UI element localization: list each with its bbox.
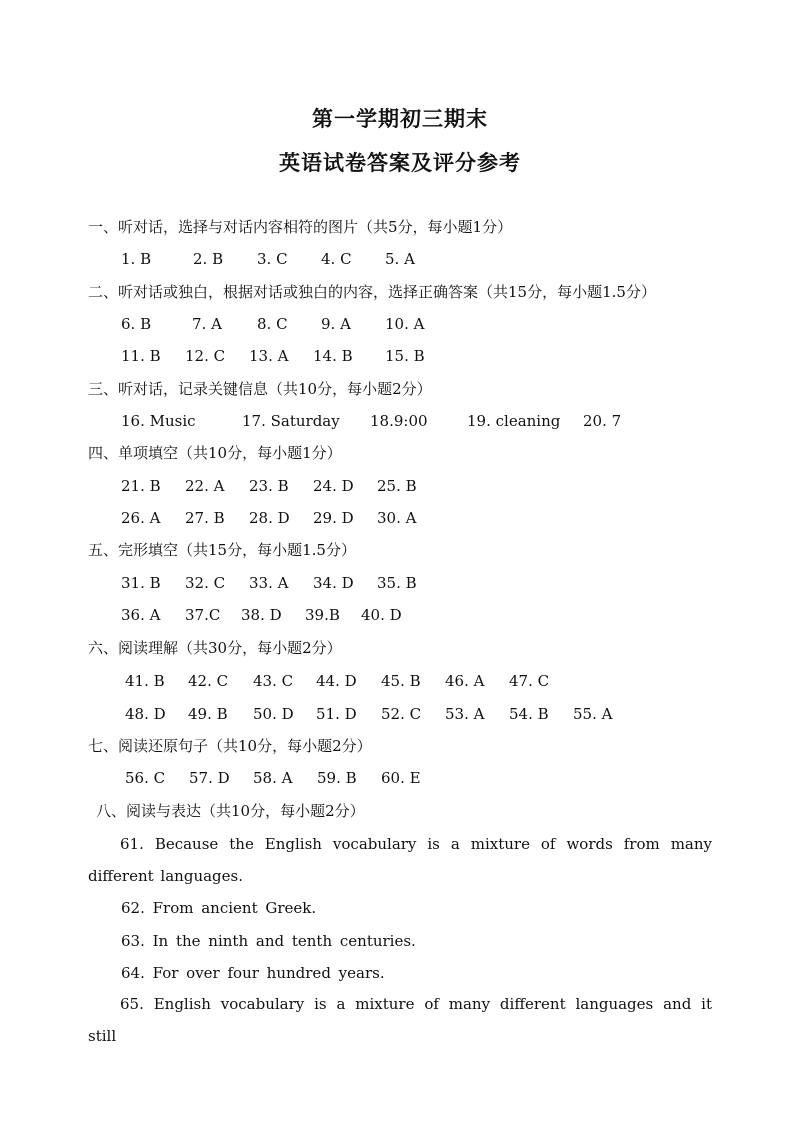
answer-item: 52. C xyxy=(381,705,422,723)
section-heading-3: 三、听对话，记录关键信息（共10分，每小题2分） xyxy=(88,380,432,398)
answer-item: 10. A xyxy=(385,315,425,333)
answer-row xyxy=(0,702,800,726)
answer-item: 51. D xyxy=(316,705,357,723)
answer-row xyxy=(0,409,800,433)
answer-item: 28. D xyxy=(249,509,290,527)
answer-item: 47. C xyxy=(509,672,550,690)
answer-item: 39.B xyxy=(305,606,340,624)
answer-item: 13. A xyxy=(249,347,289,365)
answer-item: 16. Music xyxy=(121,412,196,430)
answer-item: 4. C xyxy=(321,250,352,268)
answer-row xyxy=(0,571,800,595)
answer-item: 12. C xyxy=(185,347,226,365)
answer-item: 37.C xyxy=(185,606,221,624)
answer-item: 59. B xyxy=(317,769,357,787)
answer-row xyxy=(0,344,800,368)
answer-row xyxy=(0,669,800,693)
answer-item: 53. A xyxy=(445,705,485,723)
answer-row xyxy=(0,766,800,790)
answer-item: 38. D xyxy=(241,606,282,624)
answer-row xyxy=(0,506,800,530)
answer-item: 17. Saturday xyxy=(242,412,340,430)
answer-item: 24. D xyxy=(313,477,354,495)
answer-item: 19. cleaning xyxy=(467,412,561,430)
answer-item: 9. A xyxy=(321,315,351,333)
answer-item: 30. A xyxy=(377,509,417,527)
answer-item: 57. D xyxy=(189,769,230,787)
answer-item: 22. A xyxy=(185,477,225,495)
section-heading-6: 六、阅读理解（共30分，每小题2分） xyxy=(88,639,342,657)
answer-item: 8. C xyxy=(257,315,288,333)
answer-item: 7. A xyxy=(192,315,222,333)
answer-item: 15. B xyxy=(385,347,425,365)
answer-item: 14. B xyxy=(313,347,353,365)
answer-item: 18.9:00 xyxy=(370,412,428,430)
answer-item: 36. A xyxy=(121,606,161,624)
answer-row xyxy=(0,247,800,271)
answer-item: 58. A xyxy=(253,769,293,787)
section-heading-2: 二、听对话或独白，根据对话或独白的内容，选择正确答案（共15分，每小题1.5分） xyxy=(88,283,656,301)
answer-paragraph: 65. English vocabulary is a mixture of many different languages and it still xyxy=(88,995,712,1045)
answer-item: 45. B xyxy=(381,672,421,690)
section-heading-8: 八、阅读与表达（共10分，每小题2分） xyxy=(96,802,365,820)
answer-item: 60. E xyxy=(381,769,421,787)
answer-item: 42. C xyxy=(188,672,229,690)
answer-item: 35. B xyxy=(377,574,417,592)
section-heading-5: 五、完形填空（共15分，每小题1.5分） xyxy=(88,541,356,559)
section-heading-7: 七、阅读还原句子（共10分，每小题2分） xyxy=(88,737,372,755)
answer-item: 40. D xyxy=(361,606,402,624)
answer-item: 1. B xyxy=(121,250,152,268)
answer-item: 46. A xyxy=(445,672,485,690)
answer-paragraph: 61. Because the English vocabulary is a mixture of words from many different languages. xyxy=(88,835,712,885)
section-heading-4: 四、单项填空（共10分，每小题1分） xyxy=(88,444,342,462)
answer-item: 31. B xyxy=(121,574,161,592)
answer-sentence: 62. From ancient Greek. xyxy=(121,899,317,917)
answer-sentence: 63. In the ninth and tenth centuries. xyxy=(121,932,416,950)
page-subtitle: 英语试卷答案及评分参考 xyxy=(279,151,521,175)
answer-item: 25. B xyxy=(377,477,417,495)
answer-item: 23. B xyxy=(249,477,289,495)
answer-item: 20. 7 xyxy=(583,412,622,430)
section-heading-1: 一、听对话，选择与对话内容相符的图片（共5分，每小题1分） xyxy=(88,218,513,236)
answer-item: 43. C xyxy=(253,672,294,690)
answer-item: 11. B xyxy=(121,347,161,365)
answer-row xyxy=(0,603,800,627)
answer-item: 3. C xyxy=(257,250,288,268)
answer-item: 32. C xyxy=(185,574,226,592)
answer-row xyxy=(0,474,800,498)
answer-item: 6. B xyxy=(121,315,152,333)
answer-sentence: 64. For over four hundred years. xyxy=(121,964,385,982)
answer-item: 26. A xyxy=(121,509,161,527)
answer-item: 48. D xyxy=(125,705,166,723)
answer-item: 21. B xyxy=(121,477,161,495)
answer-item: 41. B xyxy=(125,672,165,690)
answer-row xyxy=(0,312,800,336)
answer-item: 5. A xyxy=(385,250,415,268)
answer-item: 2. B xyxy=(193,250,224,268)
answer-item: 55. A xyxy=(573,705,613,723)
answer-item: 56. C xyxy=(125,769,166,787)
answer-item: 27. B xyxy=(185,509,225,527)
answer-item: 54. B xyxy=(509,705,549,723)
answer-item: 33. A xyxy=(249,574,289,592)
answer-item: 50. D xyxy=(253,705,294,723)
answer-item: 29. D xyxy=(313,509,354,527)
answer-item: 49. B xyxy=(188,705,228,723)
answer-item: 44. D xyxy=(316,672,357,690)
page-title: 第一学期初三期末 xyxy=(312,107,488,131)
answer-item: 34. D xyxy=(313,574,354,592)
